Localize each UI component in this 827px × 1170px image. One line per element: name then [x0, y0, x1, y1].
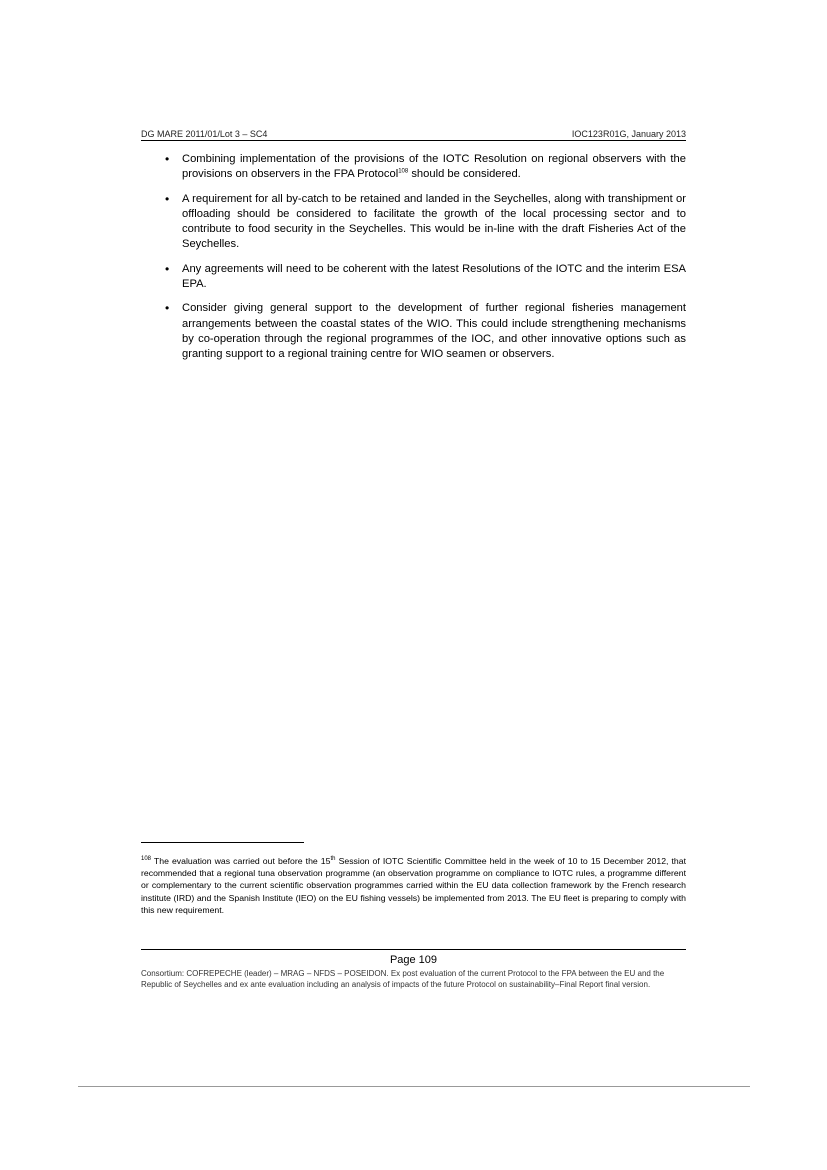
page-header	[141, 128, 686, 140]
bullet-icon: •	[165, 152, 170, 166]
header-document-id: IOC123R01G, January 2013	[571, 129, 686, 139]
list-item	[141, 192, 686, 253]
list-item-text: Consider giving general support to the development of further regional fisheries management arrangements between the coastal states of the WIO. This could include strengthening mechanisms by co-operation through the regional programmes of the IOC, and other innovative options such as granting support to a regional training centre for WIO seamen or observers.	[182, 302, 686, 361]
footnote-number: 108	[141, 856, 152, 863]
list-item-text: Any agreements will need to be coherent with the latest Resolutions of the IOTC and the interim ESA EPA.	[182, 262, 686, 291]
list-item	[141, 301, 686, 362]
footnote-divider	[141, 842, 304, 843]
footnote-text-end: Session of IOTC Scientific Committee held in the week of 10 to 15 December 2012, that recommended that a regional tuna observation programme (an observation programme on compliance to IOTC rules, a programme different or complementary to the current scientific observation programmes carried within the EU data collection framework by the French research institute (IRD) and the Spanish Institute (IEO) on the EU fishing vessels) be implemented from 2013. The EU fleet is preparing to comply with this new requirement.	[141, 856, 687, 915]
footer-divider	[141, 949, 686, 950]
header-reference: DG MARE 2011/01/Lot 3 – SC4	[141, 129, 268, 139]
list-item	[141, 262, 686, 293]
list-item	[141, 152, 686, 183]
footnote	[141, 855, 686, 916]
page-number: Page 109	[389, 954, 438, 966]
list-item-text-end: should be considered.	[408, 168, 521, 181]
footer-consortium-note: Consortium: COFREPECHE (leader) – MRAG – NFDS – POSEIDON. Ex post evaluation of the current Protocol to the FPA between the EU and the Republic of Seychelles and ex ante evaluation including an analysis of impacts of the future Protocol on sustainability–Final Report final version.	[141, 969, 665, 989]
recommendation-list	[141, 152, 686, 372]
list-item-text: A requirement for all by-catch to be retained and landed in the Seychelles, along with transhipment or offloading should be considered to facilitate the growth of the local processing sector and to contribute to food security in the Seychelles. This would be in-line with the draft Fisheries Act of the Seychelles.	[182, 192, 686, 251]
footnote-ordinal: th	[330, 856, 336, 863]
bullet-icon: •	[165, 301, 170, 316]
footnote-text: The evaluation was carried out before the 15	[151, 856, 331, 866]
header-divider	[141, 140, 686, 141]
bullet-icon: •	[165, 261, 170, 276]
viewer-page-edge	[78, 1086, 750, 1087]
footnote-reference[interactable]: 108	[398, 168, 409, 175]
list-item-text: Combining implementation of the provisions of the IOTC Resolution on regional observers with the provisions on observers in the FPA Protocol	[182, 153, 686, 181]
bullet-icon: •	[165, 191, 170, 206]
